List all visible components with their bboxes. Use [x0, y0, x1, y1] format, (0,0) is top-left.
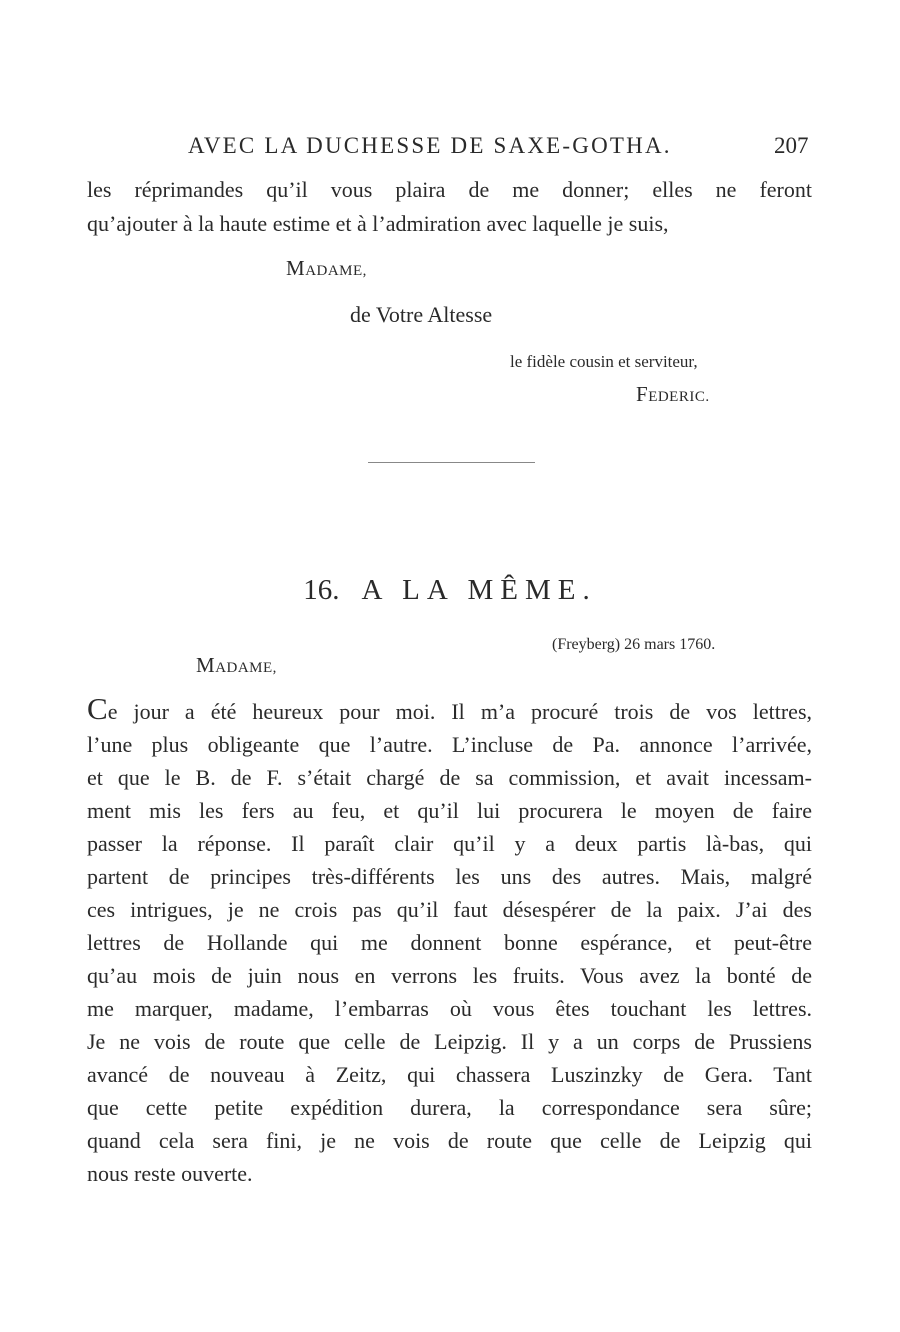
letter-number: 16. — [303, 574, 340, 606]
letter-title — [0, 574, 900, 607]
salutation-initial: M — [286, 256, 306, 280]
text-line: les réprimandes qu’il vous plaira de me donner; elles ne feront — [87, 177, 812, 202]
letter-title-text: A LA MÊME. — [361, 574, 597, 606]
salutation-rest: ADAME, — [305, 263, 367, 279]
text-line: quand cela sera fini, je ne vois de route que celle de Leipzig qui — [87, 1128, 812, 1153]
text-line: qu’ajouter à la haute estime et à l’admiration avec laquelle je suis, — [87, 211, 669, 236]
closing: de Votre Altesse — [350, 302, 493, 327]
text-line: lettres de Hollande qui me donnent bonne espérance, et peut-être — [87, 930, 812, 955]
text-line: nous reste ouverte. — [87, 1161, 253, 1186]
text-line: l’une plus obligeante que l’autre. L’incluse de Pa. annonce l’arrivée, — [87, 732, 812, 757]
text-line: passer la réponse. Il paraît clair qu’il y a deux partis là-bas, qui — [87, 831, 812, 856]
page-number: 207 — [774, 133, 809, 158]
salutation — [196, 653, 277, 678]
text-line: ment mis les fers au feu, et qu’il lui procurera le moyen de faire — [87, 798, 812, 823]
text-line: partent de principes très-différents les uns des autres. Mais, malgré — [87, 864, 812, 889]
signoff: le fidèle cousin et serviteur, — [510, 352, 698, 371]
text-line: qu’au mois de juin nous en verrons les fruits. Vous avez la bonté de — [87, 963, 812, 988]
running-title: AVEC LA DUCHESSE DE SAXE-GOTHA. — [188, 133, 672, 158]
signature-rest: EDERIC. — [648, 389, 710, 405]
signature-initial: F — [636, 382, 649, 406]
signature — [636, 382, 710, 407]
salutation-closing — [286, 256, 367, 281]
text-line: et que le B. de F. s’était chargé de sa commission, et avait incessam- — [87, 765, 812, 790]
salutation-rest: ADAME, — [215, 660, 277, 676]
text-line: Je ne vois de route que celle de Leipzig. Il y a un corps de Prussiens — [87, 1029, 812, 1054]
salutation-initial: M — [196, 653, 216, 677]
text-line — [87, 691, 812, 727]
first-line-text: e jour a été heureux pour moi. Il m’a procuré trois de vos lettres, — [107, 699, 812, 724]
text-line: me marquer, madame, l’embarras où vous êtes touchant les lettres. — [87, 996, 812, 1021]
drop-cap: C — [87, 691, 108, 726]
section-divider — [368, 462, 535, 463]
text-line: avancé de nouveau à Zeitz, qui chassera Luszinzky de Gera. Tant — [87, 1062, 812, 1087]
letter-date: (Freyberg) 26 mars 1760. — [552, 636, 716, 653]
text-line: que cette petite expédition durera, la correspondance sera sûre; — [87, 1095, 812, 1120]
text-line: ces intrigues, je ne crois pas qu’il faut désespérer de la paix. J’ai des — [87, 897, 812, 922]
